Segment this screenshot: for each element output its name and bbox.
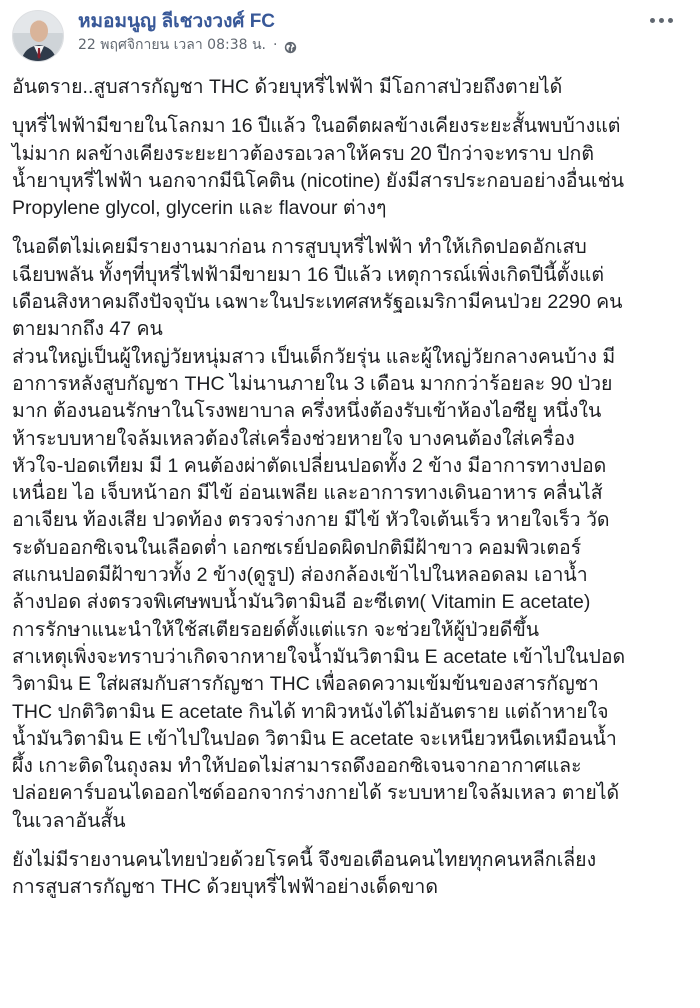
text-line: ล้างปอด ส่งตรวจพิเศษพบน้ำมันวิตามินอี อะซีเตท( Vitamin E acetate) [12, 591, 591, 614]
text-line: ในอดีตไม่เคยมีรายงานมาก่อน การสูบบุหรี่ไฟฟ้า ทำให้เกิดปอดอักเสบ [12, 236, 587, 259]
text-line: บุหรี่ไฟฟ้ามีขายในโลกมา 16 ปีแล้ว ในอดีตผลข้างเคียงระยะสั้นพบบ้างแต่ [12, 115, 621, 138]
author-avatar[interactable] [12, 10, 64, 62]
text-line: THC ปกติวิตามิน E acetate กินได้ ทาผิวหนังได้ไม่อันตราย แต่ถ้าหายใจ [12, 700, 609, 723]
globe-icon[interactable] [284, 39, 297, 52]
text-line: ปล่อยคาร์บอนไดออกไซด์ออกจากร่างกายได้ ระบบหายใจล้มเหลว ตายได้ [12, 782, 620, 805]
text-line: ยังไม่มีรายงานคนไทยป่วยด้วยโรคนี้ จึงขอเตือนคนไทยทุกคนหลีกเลี่ยง [12, 849, 597, 872]
text-line: การรักษาแนะนำให้ใช้สเตียรอยด์ตั้งแต่แรก จะช่วยให้ผู้ป่วยดีขึ้น [12, 618, 540, 641]
post-paragraph-3 [12, 847, 684, 902]
text-line: เฉียบพลัน ทั้งๆที่บุหรี่ไฟฟ้ามีขายมา 16 ปีแล้ว เหตุการณ์เพิ่งเกิดปีนี้ตั้งแต่ [12, 263, 605, 286]
text-line: สแกนปอดมีฝ้าขาวทั้ง 2 ข้าง(ดูรูป) ส่องกล้องเข้าไปในหลอดลม เอาน้ำ [12, 564, 588, 587]
text-line: อาการหลังสูบกัญชา THC ไม่นานภายใน 3 เดือน มากกว่าร้อยละ 90 ป่วย [12, 372, 613, 395]
post-header [12, 6, 690, 70]
post-content [12, 74, 684, 902]
post-subline [78, 34, 297, 56]
text-line: เหนื่อย ไอ เจ็บหน้าอก มีไข้ อ่อนเพลีย และอาการทางเดินอาหาร คลื่นไส้ [12, 482, 603, 505]
more-options-icon[interactable] [646, 8, 676, 32]
text-line: ผึ้ง เกาะติดในถุงลม ทำให้ปอดไม่สามารถดึงออกซิเจนจากอากาศและ [12, 755, 582, 778]
text-line: ไม่มาก ผลข้างเคียงระยะยาวต้องรอเวลาให้ครบ 20 ปีกว่าจะทราบ ปกติ [12, 142, 594, 165]
text-line: อันตราย..สูบสารกัญชา THC ด้วยบุหรี่ไฟฟ้า มีโอกาสป่วยถึงตายได้ [12, 76, 563, 98]
text-line: หัวใจ-ปอดเทียม มี 1 คนต้องผ่าตัดเปลี่ยนปอดทั้ง 2 ข้าง มีอาการทางปอด [12, 454, 607, 477]
text-line: น้ำมันวิตามิน E เข้าไปในปอด วิตามิน E acetate จะเหนียวหนืดเหมือนน้ำ [12, 727, 617, 750]
text-line: การสูบสารกัญชา THC ด้วยบุหรี่ไฟฟ้าอย่างเด็ดขาด [12, 876, 439, 899]
post-timestamp[interactable]: 22 พฤศจิกายน เวลา 08:38 น. [78, 37, 266, 53]
author-name[interactable]: หมอมนูญ ลีเชวงวงศ์ FC [78, 11, 276, 32]
text-line: น้ำยาบุหรี่ไฟฟ้า นอกจากมีนิโคติน (nicotine) ยังมีสารประกอบอย่างอื่นเช่น [12, 169, 625, 192]
text-line: มาก ต้องนอนรักษาในโรงพยาบาล ครึ่งหนึ่งต้องรับเข้าห้องไอซียู หนึ่งใน [12, 400, 602, 423]
text-line: อาเจียน ท้องเสีย ปวดท้อง ตรวจร่างกาย มีไข้ หัวใจเต้นเร็ว หายใจเร็ว วัด [12, 509, 610, 532]
post-paragraph-1 [12, 113, 684, 222]
text-line: สาเหตุเพิ่งจะทราบว่าเกิดจากหายใจน้ำมันวิตามิน E acetate เข้าไปในปอด [12, 645, 626, 668]
avatar-photo [13, 11, 64, 62]
post-paragraph-2 [12, 234, 684, 835]
text-line: เดือนสิงหาคมถึงปัจจุบัน เฉพาะในประเทศสหรัฐอเมริกามีคนป่วย 2290 คน [12, 291, 623, 314]
post-meta [78, 6, 297, 56]
separator-dot: · [272, 37, 278, 53]
text-line: ในเวลาอันสั้น [12, 809, 126, 832]
text-line: Propylene glycol, glycerin และ flavour ต่างๆ [12, 197, 387, 220]
text-line: ระดับออกซิเจนในเลือดต่ำ เอกซเรย์ปอดผิดปกติมีฝ้าขาว คอมพิวเตอร์ [12, 536, 582, 559]
text-line: วิตามิน E ใส่ผสมกับสารกัญชา THC เพื่อลดความเข้มข้นของสารกัญชา [12, 673, 599, 696]
text-line: ส่วนใหญ่เป็นผู้ใหญ่วัยหนุ่มสาว เป็นเด็กวัยรุ่น และผู้ใหญ่วัยกลางคนบ้าง มี [12, 345, 616, 368]
text-line: ตายมากถึง 47 คน [12, 318, 163, 341]
text-line: ห้าระบบหายใจล้มเหลวต้องใส่เครื่องช่วยหายใจ บางคนต้องใส่เครื่อง [12, 427, 575, 450]
post-headline [12, 74, 684, 101]
